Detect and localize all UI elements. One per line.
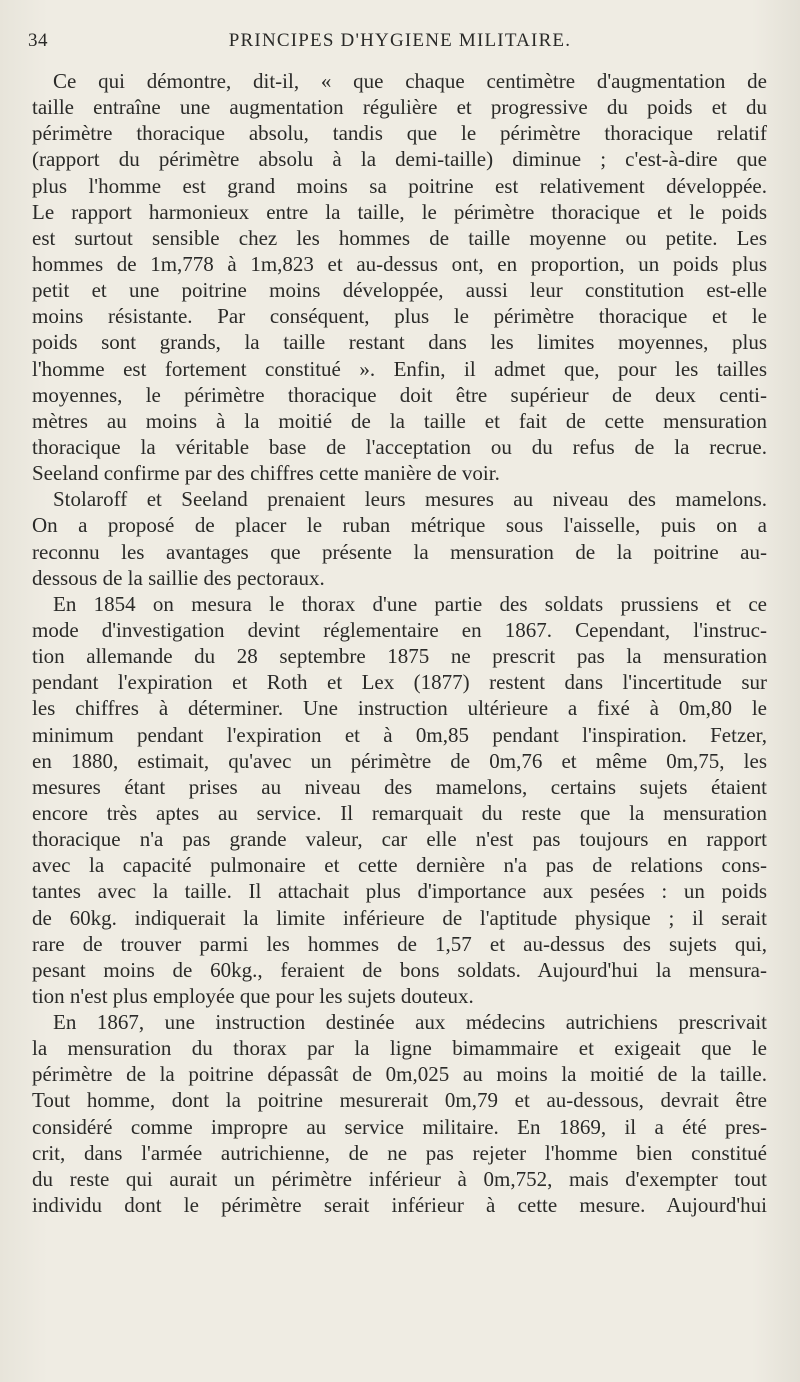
text-line: périmètre thoracique absolu, tandis que le périmètre thoracique relatif <box>32 121 767 146</box>
text-line: taille entraîne une augmentation régulière et progressive du poids et du <box>32 95 767 120</box>
text-line: tion allemande du 28 septembre 1875 ne prescrit pas la mensuration <box>32 644 767 669</box>
text-line: On a proposé de placer le ruban métrique sous l'aisselle, puis on a <box>32 513 767 538</box>
text-line: dessous de la saillie des pectoraux. <box>32 565 325 590</box>
text-line: considéré comme impropre au service militaire. En 1869, il a été pres- <box>32 1114 767 1139</box>
text-line: Le rapport harmonieux entre la taille, le périmètre thoracique et le poids <box>32 199 767 224</box>
text-line: avec la capacité pulmonaire et cette dernière n'a pas de relations cons- <box>32 853 767 878</box>
text-line: moins résistante. Par conséquent, plus le périmètre thoracique et le <box>32 304 767 329</box>
text-line: crit, dans l'armée autrichienne, de ne pas rejeter l'homme bien constitué <box>32 1140 767 1165</box>
text-line: individu dont le périmètre serait inférieur à cette mesure. Aujourd'hui <box>32 1193 767 1218</box>
text-line: encore très aptes au service. Il remarquait du reste que la mensuration <box>32 800 767 825</box>
text-line: du reste qui aurait un périmètre inférieur à 0m,752, mais d'exempter tout <box>32 1166 767 1191</box>
text-line: pendant l'expiration et Roth et Lex (1877) restent dans l'incertitude sur <box>32 670 767 695</box>
text-line: moyennes, le périmètre thoracique doit être supérieur de deux centi- <box>32 382 767 407</box>
text-line: En 1867, une instruction destinée aux médecins autrichiens prescrivait <box>53 1010 767 1035</box>
text-line: est surtout sensible chez les hommes de taille moyenne ou petite. Les <box>32 225 767 250</box>
text-line: de 60kg. indiquerait la limite inférieure de l'aptitude physique ; il serait <box>32 905 767 930</box>
text-line: en 1880, estimait, qu'avec un périmètre de 0m,76 et même 0m,75, les <box>32 748 767 773</box>
text-line: hommes de 1m,778 à 1m,823 et au-dessus ont, en proportion, un poids plus <box>32 251 767 276</box>
text-line: tantes avec la taille. Il attachait plus d'importance aux pesées : un poids <box>32 879 767 904</box>
text-line: Ce qui démontre, dit-il, « que chaque centimètre d'augmentation de <box>53 69 767 93</box>
text-line: mode d'investigation devint réglementaire en 1867. Cependant, l'instruc- <box>32 617 767 642</box>
text-line: la mensuration du thorax par la ligne bimammaire et exigeait que le <box>32 1036 767 1061</box>
text-line: les chiffres à déterminer. Une instruction ultérieure a fixé à 0m,80 le <box>32 696 767 721</box>
text-line: Tout homme, dont la poitrine mesurerait 0m,79 et au-dessous, devrait être <box>32 1088 767 1113</box>
text-line: reconnu les avantages que présente la mensuration de la poitrine au- <box>32 539 767 564</box>
body-text <box>32 68 767 1218</box>
page-number: 34 <box>28 30 48 51</box>
text-line: pesant moins de 60kg., feraient de bons soldats. Aujourd'hui la mensura- <box>32 957 767 982</box>
text-line: rare de trouver parmi les hommes de 1,57 et au-dessus des sujets qui, <box>32 931 767 956</box>
text-line: petit et une poitrine moins développée, aussi leur constitution est-elle <box>32 278 767 303</box>
text-line: périmètre de la poitrine dépassât de 0m,025 au moins la moitié de la taille. <box>32 1062 767 1087</box>
text-line: mesures étant prises au niveau des mamelons, certains sujets étaient <box>32 774 767 799</box>
text-line: thoracique la véritable base de l'acceptation ou du refus de la recrue. <box>32 434 767 459</box>
text-line: (rapport du périmètre absolu à la demi-taille) diminue ; c'est-à-dire que <box>32 147 767 172</box>
text-line: tion n'est plus employée que pour les sujets douteux. <box>32 983 474 1008</box>
text-line: poids sont grands, la taille restant dans les limites moyennes, plus <box>32 330 767 355</box>
text-line: l'homme est fortement constitué ». Enfin, il admet que, pour les tailles <box>32 356 767 381</box>
text-line: Seeland confirme par des chiffres cette manière de voir. <box>32 461 500 486</box>
running-head <box>24 30 776 60</box>
text-line: minimum pendant l'expiration et à 0m,85 pendant l'inspiration. Fetzer, <box>32 722 767 747</box>
text-line: Stolaroff et Seeland prenaient leurs mesures au niveau des mamelons. <box>53 487 767 512</box>
text-line: mètres au moins à la moitié de la taille et fait de cette mensuration <box>32 408 767 433</box>
text-line: plus l'homme est grand moins sa poitrine est relativement développée. <box>32 173 767 198</box>
text-line: En 1854 on mesura le thorax d'une partie des soldats prussiens et ce <box>53 591 767 616</box>
text-line: thoracique n'a pas grande valeur, car elle n'est pas toujours en rapport <box>32 827 767 852</box>
running-title: PRINCIPES D'HYGIENE MILITAIRE. <box>228 30 572 51</box>
